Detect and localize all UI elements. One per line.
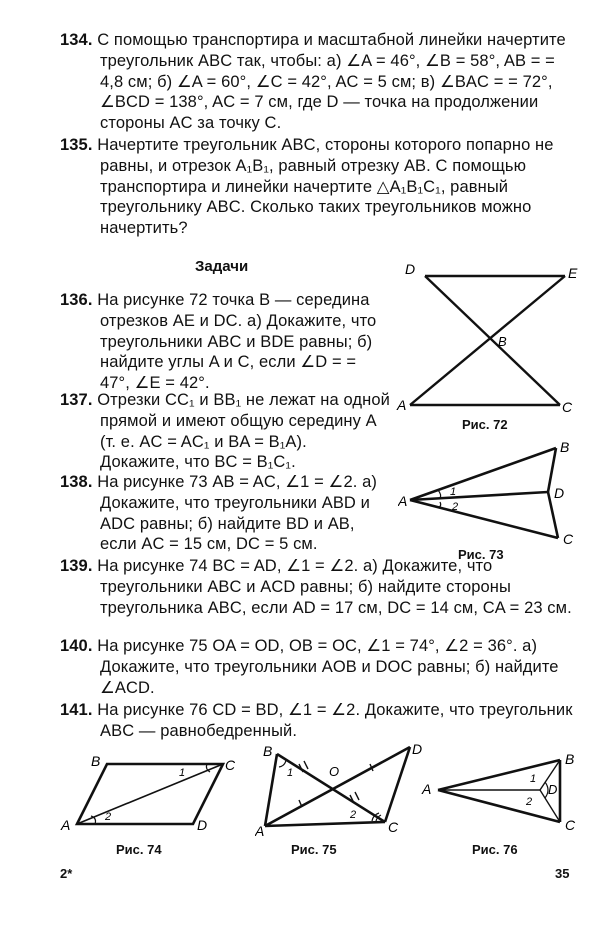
problem-137 [60,390,395,473]
figure-75 [255,742,425,837]
problem-text: На рисунке 73 AB = AC, ∠1 = ∠2. а) Докажите, что треугольники ABD и ADC равны; б) найдите BD и AB, если AC = 15 см, DC = 5 см. [97,473,382,554]
label-A: A [398,493,408,509]
segment-AC [410,500,558,538]
problem-text: С помощью транспортира и масштабной линейки начертите треугольник ABC так, чтобы: а) ∠A = 46°, ∠B = 58°, AB = = 4,8 см; б) ∠A = 60°, ∠C = 42°, AC = 5 см; в) ∠BAC = = 72°, ∠BCD = 138°, AC = 7 см, где D — точка на продолжении стороны AC за точку C. [97,31,571,133]
section-heading: Задачи [195,258,249,275]
caption-fig-76: Рис. 76 [472,842,518,857]
angle-1-label: 1 [450,486,457,498]
diagonal-AC [77,764,223,824]
problem-text-block [60,30,574,134]
signature-mark: 2* [60,866,73,881]
label-C: C [563,531,574,547]
problem-text-block [60,135,574,239]
label-C: C [562,399,573,412]
angle-1-label: 1 [287,767,294,779]
problem-text: На рисунке 74 BC = AD, ∠1 = ∠2. а) Докажите, что треугольники ABC и ACD равны; б) найдите стороны треугольника ABC, если AD = 17 см, DC = 14 см, CA = 23 см. [97,557,572,617]
problem-136 [60,290,390,394]
problem-number: 141. [60,701,93,719]
label-C: C [388,819,399,835]
segment-AB [438,760,560,790]
caption-fig-73: Рис. 73 [458,547,504,562]
problem-number: 135. [60,136,93,154]
problem-134 [60,30,574,134]
label-A: A [397,397,407,412]
problem-number: 137. [60,391,93,409]
angle-2-label: 2 [105,811,112,823]
page-number: 35 [555,866,570,881]
problem-text-block [60,700,578,742]
label-D: D [548,782,558,797]
label-B: B [91,753,101,769]
label-D: D [405,262,416,277]
caption-fig-75: Рис. 75 [291,842,337,857]
segment-AC [265,822,385,826]
label-B: B [263,743,273,759]
label-B: B [565,752,575,767]
segment-AE [410,276,565,405]
label-E: E [568,265,578,281]
segment-AB [265,754,277,826]
figure-73 [398,440,583,550]
label-B: B [498,334,507,349]
problem-141 [60,700,578,742]
angle-2-label: 2 [350,809,357,821]
label-A: A [422,781,432,797]
problem-text-block [60,472,390,555]
angle-2-label: 2 [526,796,533,808]
problem-number: 138. [60,473,93,491]
segment-AC [438,790,560,822]
problem-number: 139. [60,557,93,575]
label-D: D [197,817,208,833]
caption-fig-74: Рис. 74 [116,842,162,857]
angle-2-label: 2 [452,501,459,513]
problem-text-block [60,636,574,698]
problem-text: Начертите треугольник ABC, стороны которого попарно не равны, и отрезок A₁B₁, равный отрезку AB. С помощью транспортира и линейки начертите △A₁B₁C₁, равный треугольнику ABC. Сколько таких треугольников можно начертить? [97,136,559,238]
problem-text-block [60,556,574,618]
problem-135 [60,135,574,239]
segment-DC [425,276,560,405]
problem-number: 136. [60,291,93,309]
label-D: D [554,485,565,501]
problem-text: На рисунке 72 точка B — середина отрезков AE и DC. а) Докажите, что треугольники ABC и BDE равны; б) найдите углы A и C, если ∠D = = 47°, ∠E = 42°. [97,291,382,393]
problem-139 [60,556,574,618]
label-O: O [329,764,340,779]
label-C: C [565,817,576,833]
problem-text: На рисунке 76 CD = BD, ∠1 = ∠2. Докажите, что треугольник ABC — равнобедренный. [97,701,578,740]
problem-text: Отрезки CC₁ и BB₁ не лежат на одной прямой и имеют общую середину A (т. е. AC = AC₁ и BA = B₁A). Докажите, что BC = B₁C₁. [97,391,395,472]
caption-fig-72: Рис. 72 [462,417,508,432]
label-D: D [412,742,423,757]
figure-72 [395,262,585,412]
angle-1-label: 1 [530,773,537,785]
figure-74 [55,752,235,837]
problem-138 [60,472,390,555]
label-B: B [560,440,570,455]
problem-text: На рисунке 75 OA = OD, OB = OC, ∠1 = 74°, ∠2 = 36°. а) Докажите, что треугольники AOB и DOC равны; б) найдите ∠ACD. [97,637,564,697]
label-C: C [225,757,235,773]
angle-1-label: 1 [179,767,186,779]
label-A: A [61,817,71,833]
problem-text-block [60,290,390,394]
problem-number: 140. [60,637,93,655]
problem-text-block [60,390,395,473]
problem-number: 134. [60,31,93,49]
problem-140 [60,636,574,698]
label-A: A [255,823,265,837]
figure-76 [420,752,585,837]
